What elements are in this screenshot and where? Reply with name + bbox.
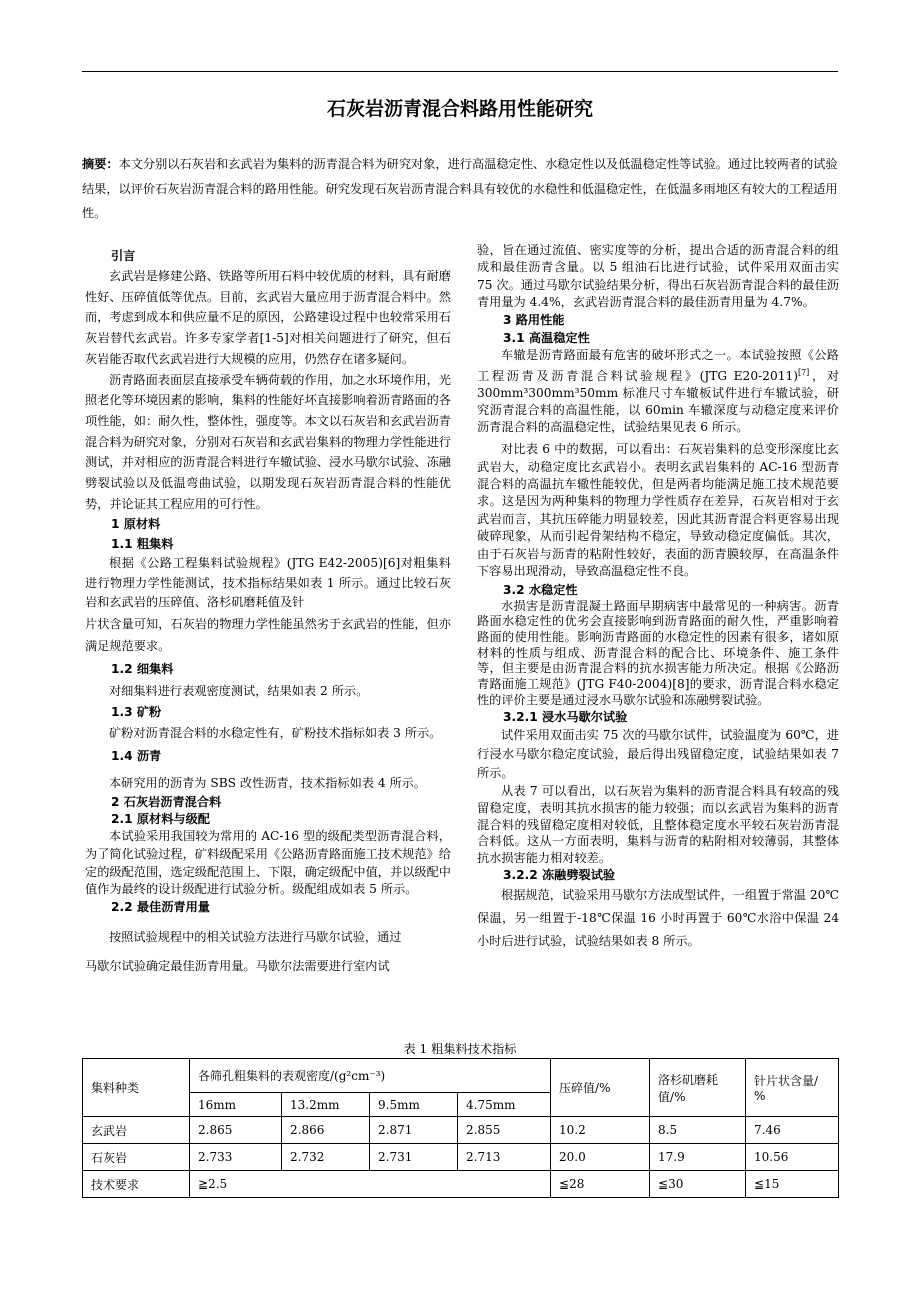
- section-1-1-paragraph-2: 片状含量可知，石灰岩的物理力学性能虽然劣于玄武岩的性能，但亦满足规范要求。: [85, 616, 451, 654]
- sieve-size: 4.75mm: [458, 1093, 551, 1117]
- section-2-2-paragraph-2: 马歇尔试验确定最佳沥青用量。马歇尔法需要进行室内试: [85, 959, 390, 974]
- table-row-basalt: [83, 1117, 839, 1144]
- heading-section-1-4: 1.4 沥青: [111, 748, 162, 763]
- citation-7: [7]: [797, 368, 810, 378]
- header-density: 各筛孔粗集料的表观密度/(g²cm⁻³): [190, 1059, 551, 1093]
- intro-paragraph-1: 玄武岩是修建公路、铁路等所用石料中较优质的材料，具有耐磨性好、压碎值低等优点。目前，玄武岩大量应用于沥青混合料中。然而，考虑到成本和供应量不足的原因，公路建设过程中也较常采用石灰岩替代玄武岩。许多专家学者[1-5]对相关问题进行了研究，但石灰岩能否取代玄武岩进行大规模的应用，仍然存在诸多疑问。: [85, 269, 451, 366]
- density-cell: 2.866: [282, 1117, 370, 1144]
- row-name: 玄武岩: [83, 1117, 190, 1144]
- section-3-2-paragraph: 水损害是沥青混凝土路面早期病害中最常见的一种病害。沥青路面水稳定性的优劣会直接影响到沥青路面的耐久性，严重影响着路面的使用性能。影响沥青路面的水稳定性的因素有很多，诸如原材料的性质与组成、沥青混合料的配合比、环境条件、施工条件等，但主要是由沥青混合料的抗水损害能力所决定。根据《公路沥青路面施工规范》(JTG F40-2004)[8]的要求，沥青混合料水稳定性的评价主要是通过浸水马歇尔试验和冻融劈裂试验。: [477, 598, 839, 707]
- la-cell: 8.5: [650, 1117, 746, 1144]
- section-3-1-paragraph-2: 对比表 6 中的数据，可以看出：石灰岩集料的总变形深度比玄武岩大，动稳定度比玄武岩小。表明玄武岩集料的 AC-16 型沥青混合料的高温抗车辙性能较优，但是两者均能满足施工技术规范要求。这是因为两种集料的物理力学性质存在差异，石灰岩相对于玄武岩而言，其抗压碎能力明显较差，因此其沥青混合料更容易出现破碎现象，从而引起骨架结构不稳定，导致动稳定度偏低。其次，由于石灰岩与沥青的粘附性较好，表面的沥青膜较厚，在高温条件下容易出现滑动，导致高温稳定性不良。: [477, 442, 839, 579]
- section-3-1-text-a: 车辙是沥青路面最有危害的破坏形式之一。本试验按照《公路工程沥青及沥青混合料试验规程》(JTG E20-2011): [477, 348, 839, 384]
- section-3-1-paragraph-1: [477, 347, 839, 436]
- heading-section-1-2: 1.2 细集料: [111, 661, 174, 676]
- sieve-size: 13.2mm: [282, 1093, 370, 1117]
- abstract-text: 本文分别以石灰岩和玄武岩为集料的沥青混合料为研究对象，进行高温稳定性、水稳定性以及低温稳定性等试验。通过比较两者的试验结果，以评价石灰岩沥青混合料的路用性能。研究发现石灰岩沥青混合料具有较优的水稳性和低温稳定性，在低温多雨地区有较大的工程适用性。: [82, 157, 838, 220]
- section-1-1-paragraph-1: 根据《公路工程集料试验规程》(JTG E42-2005)[6]对粗集料进行物理力学性能测试，技术指标结果如表 1 所示。通过比较石灰岩和玄武岩的压碎值、洛杉矶磨耗值及针: [85, 556, 451, 610]
- header-la-abrasion: 洛杉矶磨耗值/%: [650, 1059, 746, 1117]
- density-requirement: ≧2.5: [190, 1171, 551, 1198]
- section-3-1-text-b: ，对 300mm³300mm³50mm 标准尺寸车辙板试件进行车辙试验，研究沥青混合料的高温性能，以 60min 车辙深度与动稳定度来评价沥青混合料的高温稳定性，试验结果见表 6 所示。: [477, 369, 839, 435]
- header-rule: [82, 71, 838, 72]
- la-cell: 17.9: [650, 1144, 746, 1171]
- crush-cell: 10.2: [551, 1117, 650, 1144]
- section-1-4-paragraph: 本研究用的沥青为 SBS 改性沥青，技术指标如表 4 所示。: [109, 775, 427, 790]
- crush-requirement: ≦28: [551, 1171, 650, 1198]
- density-cell: 2.865: [190, 1117, 282, 1144]
- header-flaky-content: 针片状含量/ %: [746, 1059, 839, 1117]
- paper-title: 石灰岩沥青混合料路用性能研究: [326, 98, 593, 120]
- sieve-size: 16mm: [190, 1093, 282, 1117]
- flaky-cell: 7.46: [746, 1117, 839, 1144]
- heading-section-1-1: 1.1 粗集料: [111, 537, 174, 552]
- left-column: [85, 242, 451, 976]
- heading-intro: 引言: [111, 249, 136, 263]
- heading-section-3-2: 3.2 水稳定性: [503, 582, 578, 597]
- section-1-3-paragraph: 矿粉对沥青混合料的水稳定性有，矿粉技术指标如表 3 所示。: [109, 725, 442, 740]
- row-name: 技术要求: [83, 1171, 190, 1198]
- heading-section-3-1: 3.1 高温稳定性: [503, 331, 590, 346]
- section-2-1-paragraph: 本试验采用我国较为常用的 AC-16 型的级配类型沥青混合料，为了简化试验过程，矿料级配采用《公路沥青路面施工技术规范》给定的级配范围，选定级配范围上、下限，确定级配中值，并以级配中值作为最终的设计级配进行试验分析。级配组成如表 5 所示。: [85, 828, 451, 897]
- density-cell: 2.731: [370, 1144, 458, 1171]
- header-crush-value: 压碎值/%: [551, 1059, 650, 1117]
- table-row-limestone: [83, 1144, 839, 1171]
- heading-section-2-1: 2.1 原材料与级配: [111, 811, 210, 826]
- section-1-2-paragraph: 对细集料进行表观密度测试，结果如表 2 所示。: [109, 683, 369, 698]
- heading-section-3-2-2: 3.2.2 冻融劈裂试验: [503, 868, 616, 883]
- table-header-row: [83, 1059, 839, 1093]
- heading-section-3: 3 路用性能: [503, 313, 565, 328]
- header-aggregate-type: 集料种类: [83, 1059, 190, 1117]
- heading-section-2: 2 石灰岩沥青混合料: [111, 794, 222, 809]
- density-cell: 2.713: [458, 1144, 551, 1171]
- sieve-size: 9.5mm: [370, 1093, 458, 1117]
- section-2-2-continuation: 验，旨在通过流值、密实度等的分析，提出合适的沥青混合料的组成和最佳沥青含量。以 5 组油石比进行试验，试件采用双面击实 75 次。通过马歇尔试验结果分析，得出石灰岩沥青混合料的最佳沥青用量为 4.4%，玄武岩沥青混合料的最佳沥青用量为 4.7%。: [477, 243, 839, 309]
- table-row-requirement: [83, 1171, 839, 1198]
- section-3-2-1-paragraph-1: 试件采用双面击实 75 次的马歇尔试件，试验温度为 60℃，进行浸水马歇尔稳定度试验，最后得出残留稳定度，试验结果如表 7 所示。: [477, 728, 839, 781]
- intro-paragraph-2: 沥青路面表面层直接承受车辆荷载的作用，加之水环境作用，光照老化等环境因素的影响，集料的性能好坏直接影响着沥青路面的各项性能，如：耐久性，整体性，强度等。本文以石灰岩和玄武岩沥青混合料为研究对象，分别对石灰岩和玄武岩集料的物理力学性能进行测试，并对相应的沥青混合料进行车辙试验、浸水马歇尔试验、冻融劈裂试验以及低温弯曲试验，以期发现石灰岩沥青混合料的性能优势，并论证其工程应用的可行性。: [85, 372, 451, 511]
- density-cell: 2.855: [458, 1117, 551, 1144]
- heading-section-1-3: 1.3 矿粉: [111, 704, 162, 719]
- section-3-2-2-paragraph: 根据规范，试验采用马歇尔方法成型试件，一组置于常温 20℃保温，另一组置于-18℃保温 16 小时再置于 60℃水浴中保温 24 小时后进行试验，试验结果如表 8 所示。: [477, 888, 839, 949]
- density-cell: 2.732: [282, 1144, 370, 1171]
- crush-cell: 20.0: [551, 1144, 650, 1171]
- section-3-2-1-paragraph-2: 从表 7 可以看出，以石灰岩为集料的沥青混合料具有较高的残留稳定度，表明其抗水损害的能力较强；而以玄武岩为集料的沥青混合料的残留稳定度相对较低，且整体稳定度水平较石灰岩沥青混合料低。这从一方面表明，集料与沥青的粘附相对较薄弱，其整体抗水损害能力相对较差。: [477, 784, 839, 865]
- la-requirement: ≦30: [650, 1171, 746, 1198]
- row-name: 石灰岩: [83, 1144, 190, 1171]
- table-1-caption: 表 1 粗集料技术指标: [403, 1042, 517, 1056]
- flaky-requirement: ≦15: [746, 1171, 839, 1198]
- density-cell: 2.871: [370, 1117, 458, 1144]
- heading-section-1: 1 原材料: [111, 517, 161, 532]
- heading-section-3-2-1: 3.2.1 浸水马歇尔试验: [503, 710, 628, 725]
- density-cell: 2.733: [190, 1144, 282, 1171]
- abstract-label: 摘要：: [82, 157, 119, 171]
- heading-section-2-2: 2.2 最佳沥青用量: [111, 900, 210, 915]
- flaky-cell: 10.56: [746, 1144, 839, 1171]
- table-1: [82, 1058, 839, 1198]
- right-column: [477, 242, 839, 953]
- section-2-2-paragraph-1: 按照试验规程中的相关试验方法进行马歇尔试验，通过: [109, 930, 402, 945]
- abstract: [82, 152, 840, 226]
